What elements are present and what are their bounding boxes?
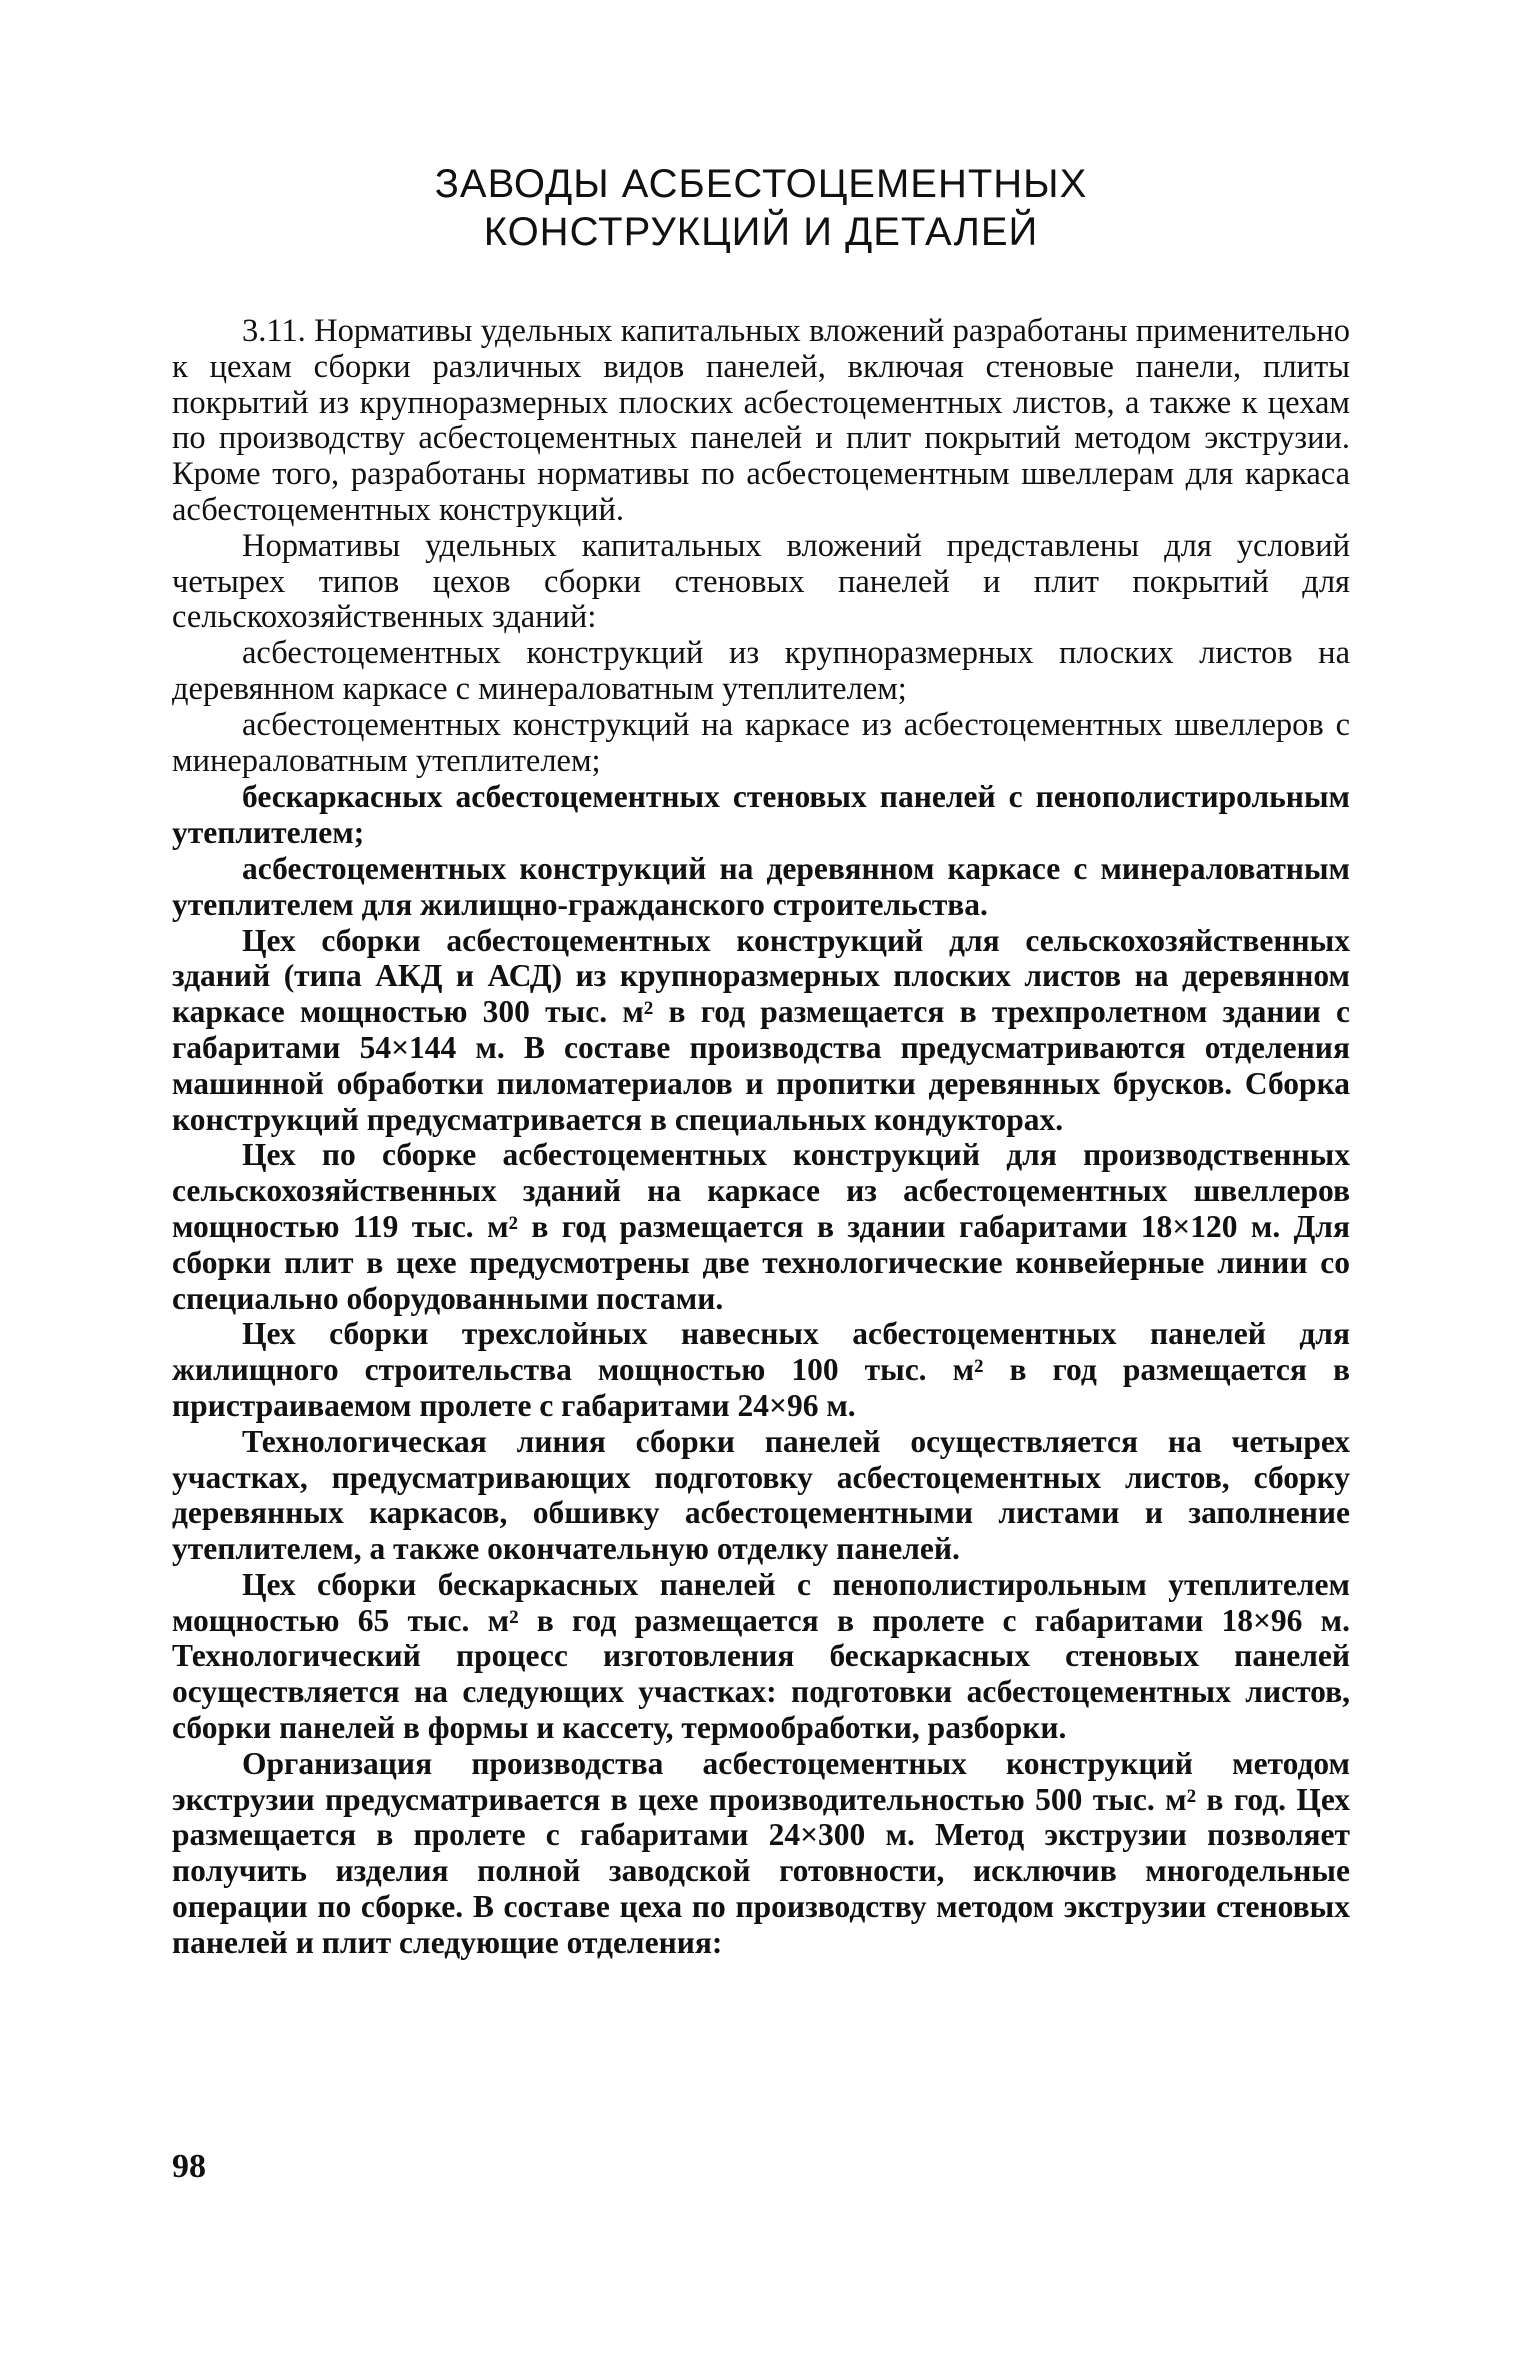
body-text-bold (172, 779, 1350, 1960)
body-text-regular (172, 314, 1350, 779)
paragraph: Организация производства асбестоцементных конструкций методом экструзии предусматривается в цехе производительностью 500 тыс. м² в год. Цех размещается в пролете с габаритами 24×300 м. Метод экструзии позволяет получить изделия полной заводской готовности, исключив многодельные операции по сборке. В составе цеха по производству методом экструзии стеновых панелей и плит следующие отделения: (172, 1745, 1350, 1960)
list-item: бескаркасных асбестоцементных стеновых панелей с пенополистирольным утеплителем; (172, 779, 1350, 851)
paragraph: Цех сборки бескаркасных панелей с пенополистирольным утеплителем мощностью 65 тыс. м² в год размещается в пролете с габаритами 18×96 м. Технологический процесс изготовления бескаркасных стеновых панелей осуществляется на следующих участках: подготовки асбестоцементных листов, сборки панелей в формы и кассету, термообработки, разборки. (172, 1566, 1350, 1746)
list-item: асбестоцементных конструкций на каркасе из асбестоцементных швеллеров с минераловатным утеплителем; (172, 706, 1350, 779)
section-heading (172, 160, 1350, 256)
paragraph: Нормативы удельных капитальных вложений представлены для условий четырех типов цехов сборки стеновых панелей и плит покрытий для сельскохозяйственных зданий: (172, 527, 1350, 636)
paragraph: Цех сборки трехслойных навесных асбестоцементных панелей для жилищного строительства мощностью 100 тыс. м² в год размещается в пристраиваемом пролете с габаритами 24×96 м. (172, 1316, 1350, 1423)
heading-line-2: КОНСТРУКЦИЙ И ДЕТАЛЕЙ (483, 210, 1039, 254)
page-number: 98 (172, 2148, 206, 2185)
list-item: асбестоцементных конструкций из крупноразмерных плоских листов на деревянном каркасе с минераловатным утеплителем; (172, 635, 1350, 707)
heading-line-1: ЗАВОДЫ АСБЕСТОЦЕМЕНТНЫХ (434, 162, 1088, 206)
list-item: асбестоцементных конструкций на деревянном каркасе с минераловатным утеплителем для жилищно-гражданского строительства. (172, 850, 1350, 922)
paragraph: Технологическая линия сборки панелей осуществляется на четырех участках, предусматривающих подготовку асбестоцементных листов, сборку деревянных каркасов, обшивку асбестоцементными листами и заполнение утеплителем, а также окончательную отделку панелей. (172, 1423, 1350, 1567)
paragraph: Цех сборки асбестоцементных конструкций для сельскохозяйственных зданий (типа АКД и АСД) из крупноразмерных плоских листов на деревянном каркасе мощностью 300 тыс. м² в год размещается в трехпролетном здании с габаритами 54×144 м. В составе производства предусматриваются отделения машинной обработки пиломатериалов и пропитки деревянных брусков. Сборка конструкций предусматривается в специальных кондукторах. (172, 922, 1350, 1137)
page-content (172, 160, 1350, 1961)
paragraph: 3.11. Нормативы удельных капитальных вложений разработаны применительно к цехам сборки различных видов панелей, включая стеновые панели, плиты покрытий из крупноразмерных плоских асбестоцементных листов, а также к цехам по производству асбестоцементных панелей и плит покрытий методом экструзии. Кроме того, разработаны нормативы по асбестоцементным швеллерам для каркаса асбестоцементных конструкций. (172, 313, 1350, 528)
paragraph: Цех по сборке асбестоцементных конструкций для производственных сельскохозяйственных зданий на каркасе из асбестоцементных швеллеров мощностью 119 тыс. м² в год размещается в здании габаритами 18×120 м. Для сборки плит в цехе предусмотрены две технологические конвейерные линии со специально оборудованными постами. (172, 1137, 1350, 1316)
